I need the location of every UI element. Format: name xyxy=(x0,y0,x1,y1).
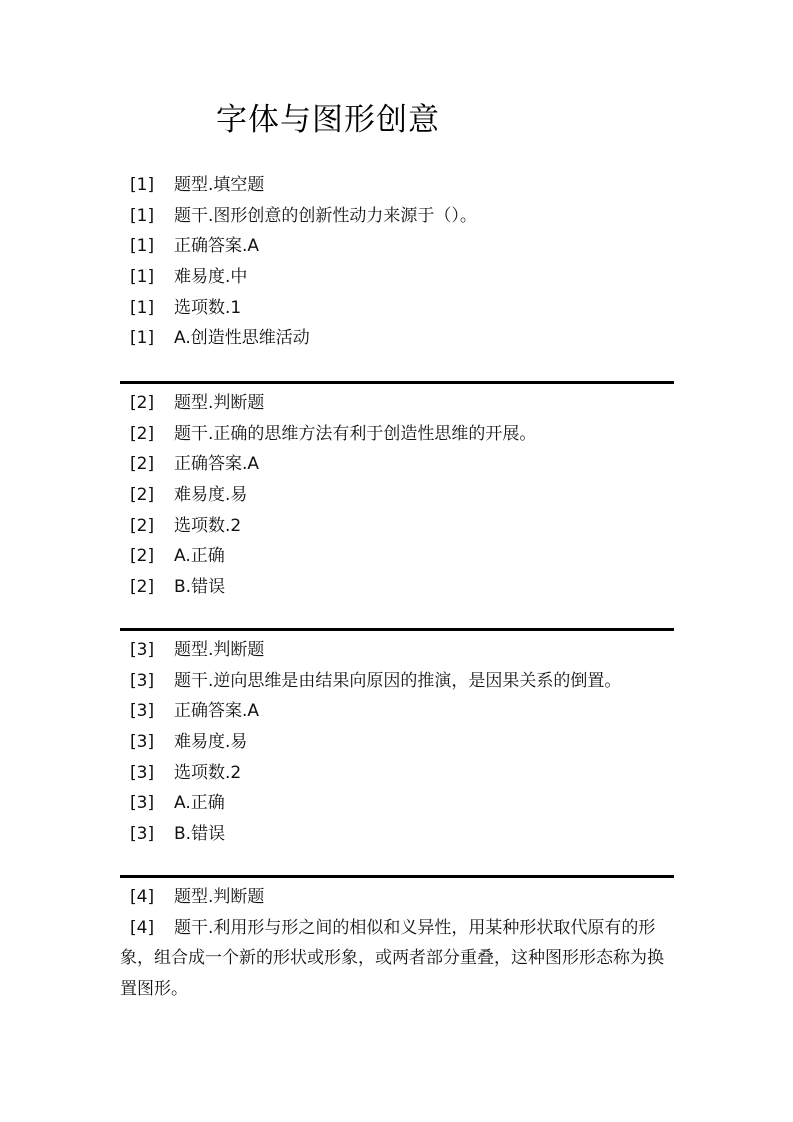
question-index: [2] xyxy=(130,515,155,536)
difficulty: 难易度.中 xyxy=(174,267,248,288)
question-line xyxy=(120,788,674,819)
question-line xyxy=(120,572,674,603)
question-index: [1] xyxy=(130,297,155,318)
correct-answer: 正确答案.A xyxy=(174,236,260,257)
question-line xyxy=(120,262,674,293)
question-index: [2] xyxy=(130,485,155,506)
option-b: B.错误 xyxy=(174,824,226,845)
question-index: [1] xyxy=(130,328,155,349)
correct-answer: 正确答案.A xyxy=(174,454,260,475)
question-type: 题型.判断题 xyxy=(174,393,265,413)
question-index: [1] xyxy=(130,205,155,226)
difficulty: 难易度.易 xyxy=(174,732,248,753)
option-a: A.正确 xyxy=(174,793,225,814)
question-index: [2] xyxy=(130,454,155,475)
question-stem: 题干.逆向思维是由结果向原因的推演，是因果关系的倒置。 xyxy=(174,670,622,691)
question-index: [3] xyxy=(130,640,155,660)
question-block-4 xyxy=(120,875,674,1005)
option-count: 选项数.1 xyxy=(174,297,242,318)
section-divider xyxy=(120,628,674,631)
question-stem: 题干.图形创意的创新性动力来源于（）。 xyxy=(174,205,477,226)
option-b: B.错误 xyxy=(174,577,226,598)
question-line xyxy=(120,819,674,850)
question-index: [3] xyxy=(130,762,155,783)
question-index: [3] xyxy=(130,732,155,753)
question-index: [2] xyxy=(130,577,155,598)
question-index: [4] xyxy=(130,887,155,907)
section-divider xyxy=(120,381,674,384)
question-line xyxy=(120,170,674,201)
question-stem: 题干.正确的思维方法有利于创造性思维的开展。 xyxy=(174,423,537,444)
question-index: [1] xyxy=(130,175,155,195)
question-index: [1] xyxy=(130,236,155,257)
question-stem-paragraph xyxy=(120,913,668,1005)
question-line xyxy=(120,231,674,262)
option-a: A.创造性思维活动 xyxy=(174,328,310,349)
question-index: [3] xyxy=(130,701,155,722)
question-type: 题型.填空题 xyxy=(174,175,265,195)
question-index: [3] xyxy=(130,824,155,845)
difficulty: 难易度.易 xyxy=(174,485,248,506)
question-line xyxy=(120,727,674,758)
document-title: 字体与图形创意 xyxy=(216,102,440,138)
question-type: 题型.判断题 xyxy=(174,640,265,660)
question-index: [1] xyxy=(130,267,155,288)
question-index: [3] xyxy=(130,793,155,814)
question-line xyxy=(120,449,674,480)
correct-answer: 正确答案.A xyxy=(174,701,260,722)
section-divider xyxy=(120,875,674,878)
question-line xyxy=(120,388,674,419)
question-line xyxy=(120,635,674,666)
option-count: 选项数.2 xyxy=(174,515,242,536)
question-line xyxy=(120,511,674,542)
option-count: 选项数.2 xyxy=(174,762,242,783)
question-index: [2] xyxy=(130,423,155,444)
question-stem: 题干.利用形与形之间的相似和义异性，用某种形状取代原有的形象，组合成一个新的形状或形象，或两者部分重叠，这种图形形态称为换置图形。 xyxy=(120,917,664,1000)
question-line xyxy=(120,541,674,572)
option-a: A.正确 xyxy=(174,546,225,567)
question-index: [2] xyxy=(130,393,155,413)
question-line xyxy=(120,666,674,697)
question-line xyxy=(120,323,674,354)
question-block-1 xyxy=(120,170,674,354)
question-index: [3] xyxy=(130,670,155,691)
question-type: 题型.判断题 xyxy=(174,887,265,907)
question-block-2 xyxy=(120,381,674,603)
question-line xyxy=(120,201,674,232)
question-line xyxy=(120,882,674,913)
question-index: [2] xyxy=(130,546,155,567)
question-line xyxy=(120,419,674,450)
question-line xyxy=(120,696,674,727)
question-index: [4] xyxy=(130,917,155,938)
question-line xyxy=(120,293,674,324)
question-line xyxy=(120,480,674,511)
question-line xyxy=(120,758,674,789)
question-block-3 xyxy=(120,628,674,850)
